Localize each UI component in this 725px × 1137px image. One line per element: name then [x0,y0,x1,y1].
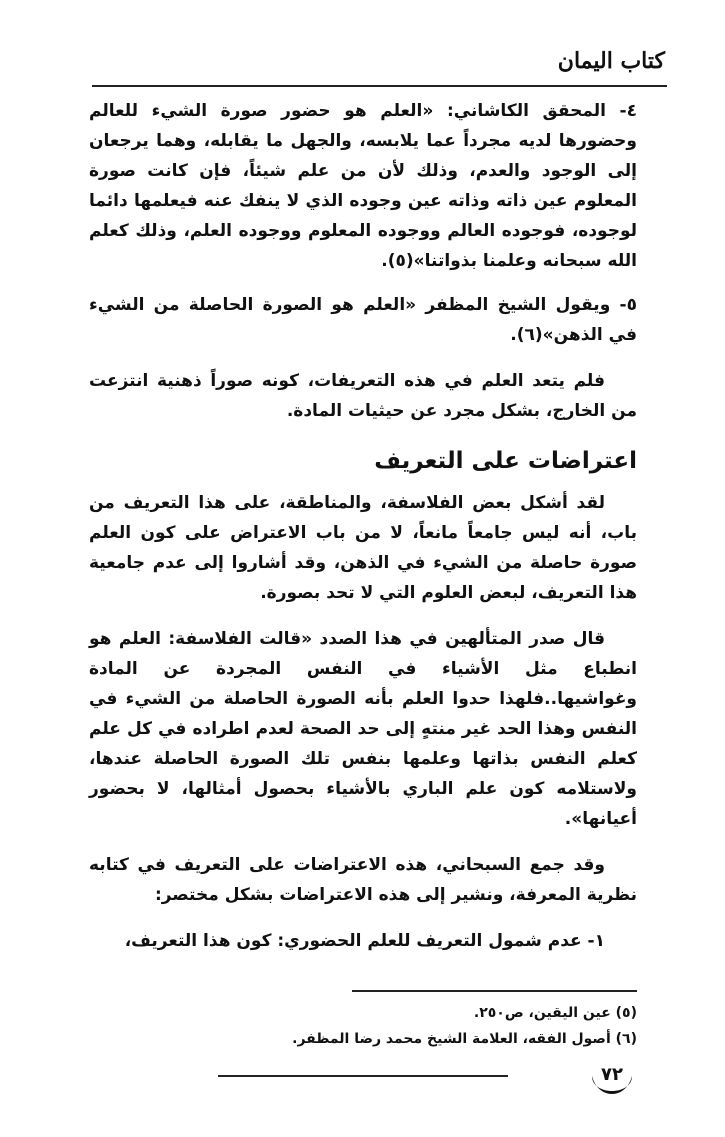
paragraph-kashani-definition: ٤- المحقق الكاشاني: «العلم هو حضور صورة الشيء للعالم وحضورها لديه مجرداً عما يلابسه، والجهل ما يقابله، وهما يرجعان إلى الوجود والعدم، وذلك لأن من علم شيئاً، فإن كانت صورة المعلوم عين ذاته وذاته عين وجوده الذي لا ينفك عنه فيعلمها دائما لوجوده، فوجوده العالم ووجوده المعلوم ووجوده العلم، وذلك كعلم الله سبحانه وعلمنا بذواتنا»(٥). [89,101,637,271]
main-text [89,96,637,956]
footnote-6: (٦) أصول الفقه، العلامة الشيخ محمد رضا المظفر. [292,1031,637,1047]
paragraph-first-objection: ١- عدم شمول التعريف للعلم الحضوري: كون هذا التعريف، [124,931,605,951]
page-number: ٧٢ [601,1064,623,1085]
paragraph-subhani: وقد جمع السبحاني، هذه الاعتراضات على التعريف في كتابه نظرية المعرفة، ونشير إلى هذه الاعتراضات بشكل مختصر: [89,855,637,905]
bottom-rule [218,1075,508,1077]
paragraph-objections: لقد أشكل بعض الفلاسفة، والمناطقة، على هذا التعريف من باب، أنه ليس جامعاً مانعاً، لا من باب الاعتراض على كون العلم صورة حاصلة من الشيء في الذهن، وقد أشاروا إلى عدم جامعية هذا التعريف، لبعض العلوم التي لا تحد بصورة. [89,493,637,603]
section-heading: اعتراضات على التعريف [374,448,637,474]
page-number-badge [588,1062,636,1106]
paragraph-sadr-quote: قال صدر المتألهين في هذا الصدد «قالت الفلاسفة: العلم هو انطباع مثل الأشياء في النفس المجردة عن المادة وغواشيها..فلهذا حدوا العلم بأنه الصورة الحاصلة من الشيء في النفس وهذا الحد غير منتهٍ إلى حد الصحة لعدم اطراده في كل علم كعلم النفس بذاتها وعلمها بنفس تلك الصورة الحاصلة عندها، ولاستلامه كون علم الباري بالأشياء بحصول أمثالها، لا بحضور أعيانها». [89,629,637,829]
footnote-rule [352,990,637,992]
footnotes [89,1000,637,1052]
book-title-logo: كتاب اليمان [557,48,665,74]
paragraph-muzaffar-definition: ٥- ويقول الشيخ المظفر «العلم هو الصورة الحاصلة من الشيء في الذهن»(٦). [89,295,637,345]
paragraph-summary: فلم يتعد العلم في هذه التعريفات، كونه صوراً ذهنية انتزعت من الخارج، بشكل مجرد عن حيثيات المادة. [89,371,637,421]
footnote-5: (٥) عين اليقين، ص٢٥٠. [473,1005,637,1021]
header-rule [92,85,667,87]
